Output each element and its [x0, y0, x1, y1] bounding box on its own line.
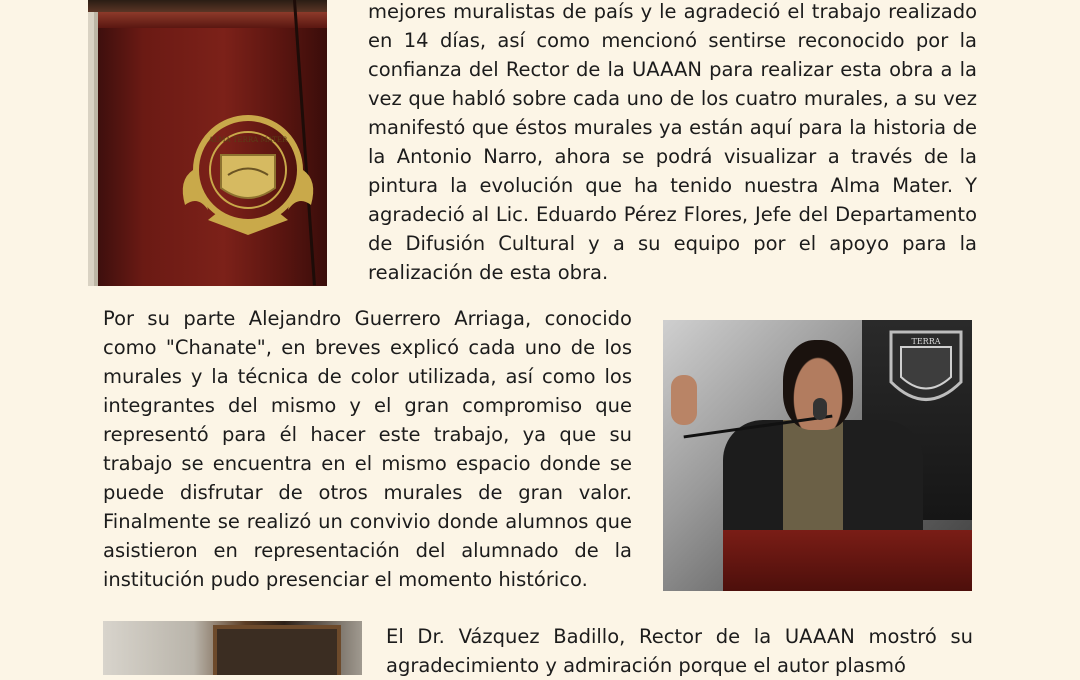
event-photo — [103, 621, 362, 675]
article-paragraph-2: Por su parte Alejandro Guerrero Arriaga, conocido como "Chanate", en breves explicó cada uno de los murales y la técnica de color utilizada, así como los integrantes del mismo y el gran compromiso que representó para él hacer este trabajo, ya que su trabajo se encuentra en el mismo espacio donde se puede disfrutar de otros murales de gran valor. Finalmente se realizó un convivio donde alumnos que asistieron en representación del alumnado de la institución pudo presenciar el momento histórico. — [103, 307, 632, 591]
wall-seal-text: TERRA — [911, 337, 941, 346]
article-paragraph-1: mejores muralistas de país y le agradeció el trabajo realizado en 14 días, así como mencionó sentirse reconocido por la confianza del Rector de la UAAAN para realizar esta obra a la vez que habló sobre cada uno de los cuatro murales, a su vez manifestó que éstos murales ya están aquí para la historia de la Antonio Narro, ahora se podrá visualizar a través de la pintura la evolución que ha tenido nuestra Alma Mater. Y agradeció al Lic. Eduardo Pérez Flores, Jefe del Departamento de Difusión Cultural y a su equipo por el apoyo para la realización de esta obra. — [368, 0, 977, 284]
seal-text: ALMA TERRA MATER — [208, 136, 288, 144]
podium — [723, 530, 972, 591]
speaker-hand — [671, 375, 697, 425]
microphone-icon — [813, 398, 827, 420]
wall-seal-icon — [881, 322, 971, 422]
podium-photo — [88, 0, 327, 286]
speaker-photo — [663, 320, 972, 591]
picture-frame — [213, 625, 341, 675]
university-seal-icon — [173, 100, 323, 250]
article-paragraph-3: El Dr. Vázquez Badillo, Rector de la UAAAN mostró su agradecimiento y admiración porque el autor plasmó — [386, 625, 973, 677]
